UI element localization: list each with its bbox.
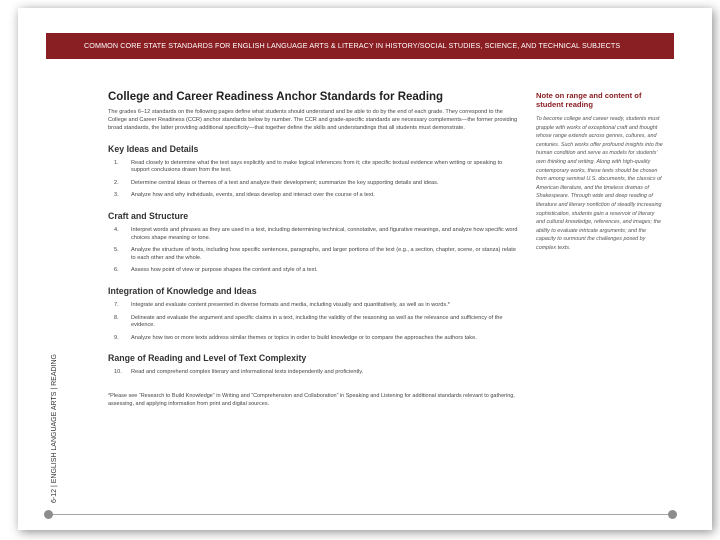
section-range	[108, 353, 520, 377]
standard-item	[108, 267, 520, 275]
standard-number: 1.	[114, 159, 119, 166]
standard-number: 3.	[114, 192, 119, 199]
header-banner: COMMON CORE STATE STANDARDS FOR ENGLISH LANGUAGE ARTS & LITERACY IN HISTORY/SOCIAL STUDIES, SCIENCE, AND TECHNICAL SUBJECTS	[46, 33, 674, 59]
sidebar-note	[536, 91, 664, 253]
section-heading: Range of Reading and Level of Text Complexity	[108, 353, 307, 364]
standard-text: Integrate and evaluate content presented in diverse formats and media, including visually and quantitatively, as well as in words.*	[131, 301, 450, 308]
section-heading: Key Ideas and Details	[108, 143, 199, 154]
standard-item	[108, 160, 520, 175]
standard-text: Read and comprehend complex literary and informational texts independently and proficiently.	[131, 369, 364, 376]
standard-number: 10.	[114, 369, 122, 376]
intro-paragraph: The grades 6–12 standards on the following pages define what students should understand and be able to do by the end of each grade. They correspond to the College and Career Readiness (CCR) anchor standards below by number. The CCR and grade-specific standards are necessary complements—the former providing broad standards, the latter providing additional specificity—that together define the skills and understandings that all students must demonstrate.	[108, 109, 518, 132]
section-heading: Integration of Knowledge and Ideas	[108, 285, 257, 296]
side-label: 6-12 | ENGLISH LANGUAGE ARTS | READING	[51, 354, 58, 503]
standard-item	[108, 302, 520, 310]
standard-number: 7.	[114, 301, 119, 308]
standard-item	[108, 315, 520, 330]
standard-text: Analyze how two or more texts address similar themes or topics in order to build knowledge or to compare the approaches the authors take.	[131, 334, 477, 341]
standard-item	[108, 247, 520, 262]
standard-item	[108, 335, 520, 343]
standard-item	[108, 369, 520, 377]
standard-number: 5.	[114, 247, 119, 254]
standard-text: Determine central ideas or themes of a text and analyze their development; summarize the key supporting details and ideas.	[131, 179, 439, 186]
standard-text: Delineate and evaluate the argument and specific claims in a text, including the validity of the reasoning as well as the relevance and sufficiency of the evidence.	[131, 314, 503, 329]
standard-text: Analyze how and why individuals, events, and ideas develop and interact over the course of a text.	[131, 192, 375, 199]
main-column	[108, 91, 520, 414]
standard-number: 6.	[114, 267, 119, 274]
standard-number: 8.	[114, 314, 119, 321]
section-heading: Craft and Structure	[108, 210, 189, 221]
left-dot-ornament	[44, 510, 53, 519]
slide-divider	[48, 514, 672, 515]
footnote: *Please see “Research to Build Knowledge” in Writing and “Comprehension and Collaboration” in Speaking and Listening for additional standards relevant to gathering, assessing, and applying information from print and digital sources.	[108, 392, 515, 407]
standard-text: Read closely to determine what the text says explicitly and to make logical inferences from it; cite specific textual evidence when writing or speaking to support conclusions drawn from the text.	[131, 159, 503, 174]
section-craft-structure	[108, 211, 520, 275]
standard-item	[108, 192, 520, 200]
standard-number: 4.	[114, 226, 119, 233]
document-page	[46, 33, 674, 505]
standard-text: Assess how point of view or purpose shapes the content and style of a text.	[131, 267, 318, 274]
page-title: College and Career Readiness Anchor Standards for Reading	[108, 91, 444, 103]
standard-number: 9.	[114, 334, 119, 341]
section-integration	[108, 286, 520, 342]
right-dot-ornament	[668, 510, 677, 519]
note-title: Note on range and content of student reading	[536, 91, 642, 109]
standard-text: Analyze the structure of texts, including how specific sentences, paragraphs, and larger portions of the text (e.g., a section, chapter, scene, or stanza) relate to each other and the whole.	[131, 247, 516, 261]
note-text: To become college and career ready, students must grapple with works of exceptional craft and thought whose range extends across genres, cultures, and centuries. Such works offer profound insights into the human condition and serve as models for students’ own thinking and writing. Along with high-quality contemporary works, these texts should be chosen from among seminal U.S. documents, the classics of American literature, and the timeless dramas of Shakespeare. Through wide and deep reading of literature and literary nonfiction of steadily increasing sophistication, students gain a reservoir of literary and cultural knowledge, references, and images; the ability to evaluate intricate arguments; and the capacity to surmount the challenges posed by complex texts.	[536, 116, 663, 251]
standard-text: Interpret words and phrases as they are used in a text, including determining technical, connotative, and figurative meanings, and analyze how specific word choices shape meaning or tone.	[131, 226, 518, 241]
standard-item	[108, 227, 520, 242]
standard-number: 2.	[114, 179, 119, 186]
section-key-ideas	[108, 144, 520, 200]
standard-item	[108, 180, 520, 188]
